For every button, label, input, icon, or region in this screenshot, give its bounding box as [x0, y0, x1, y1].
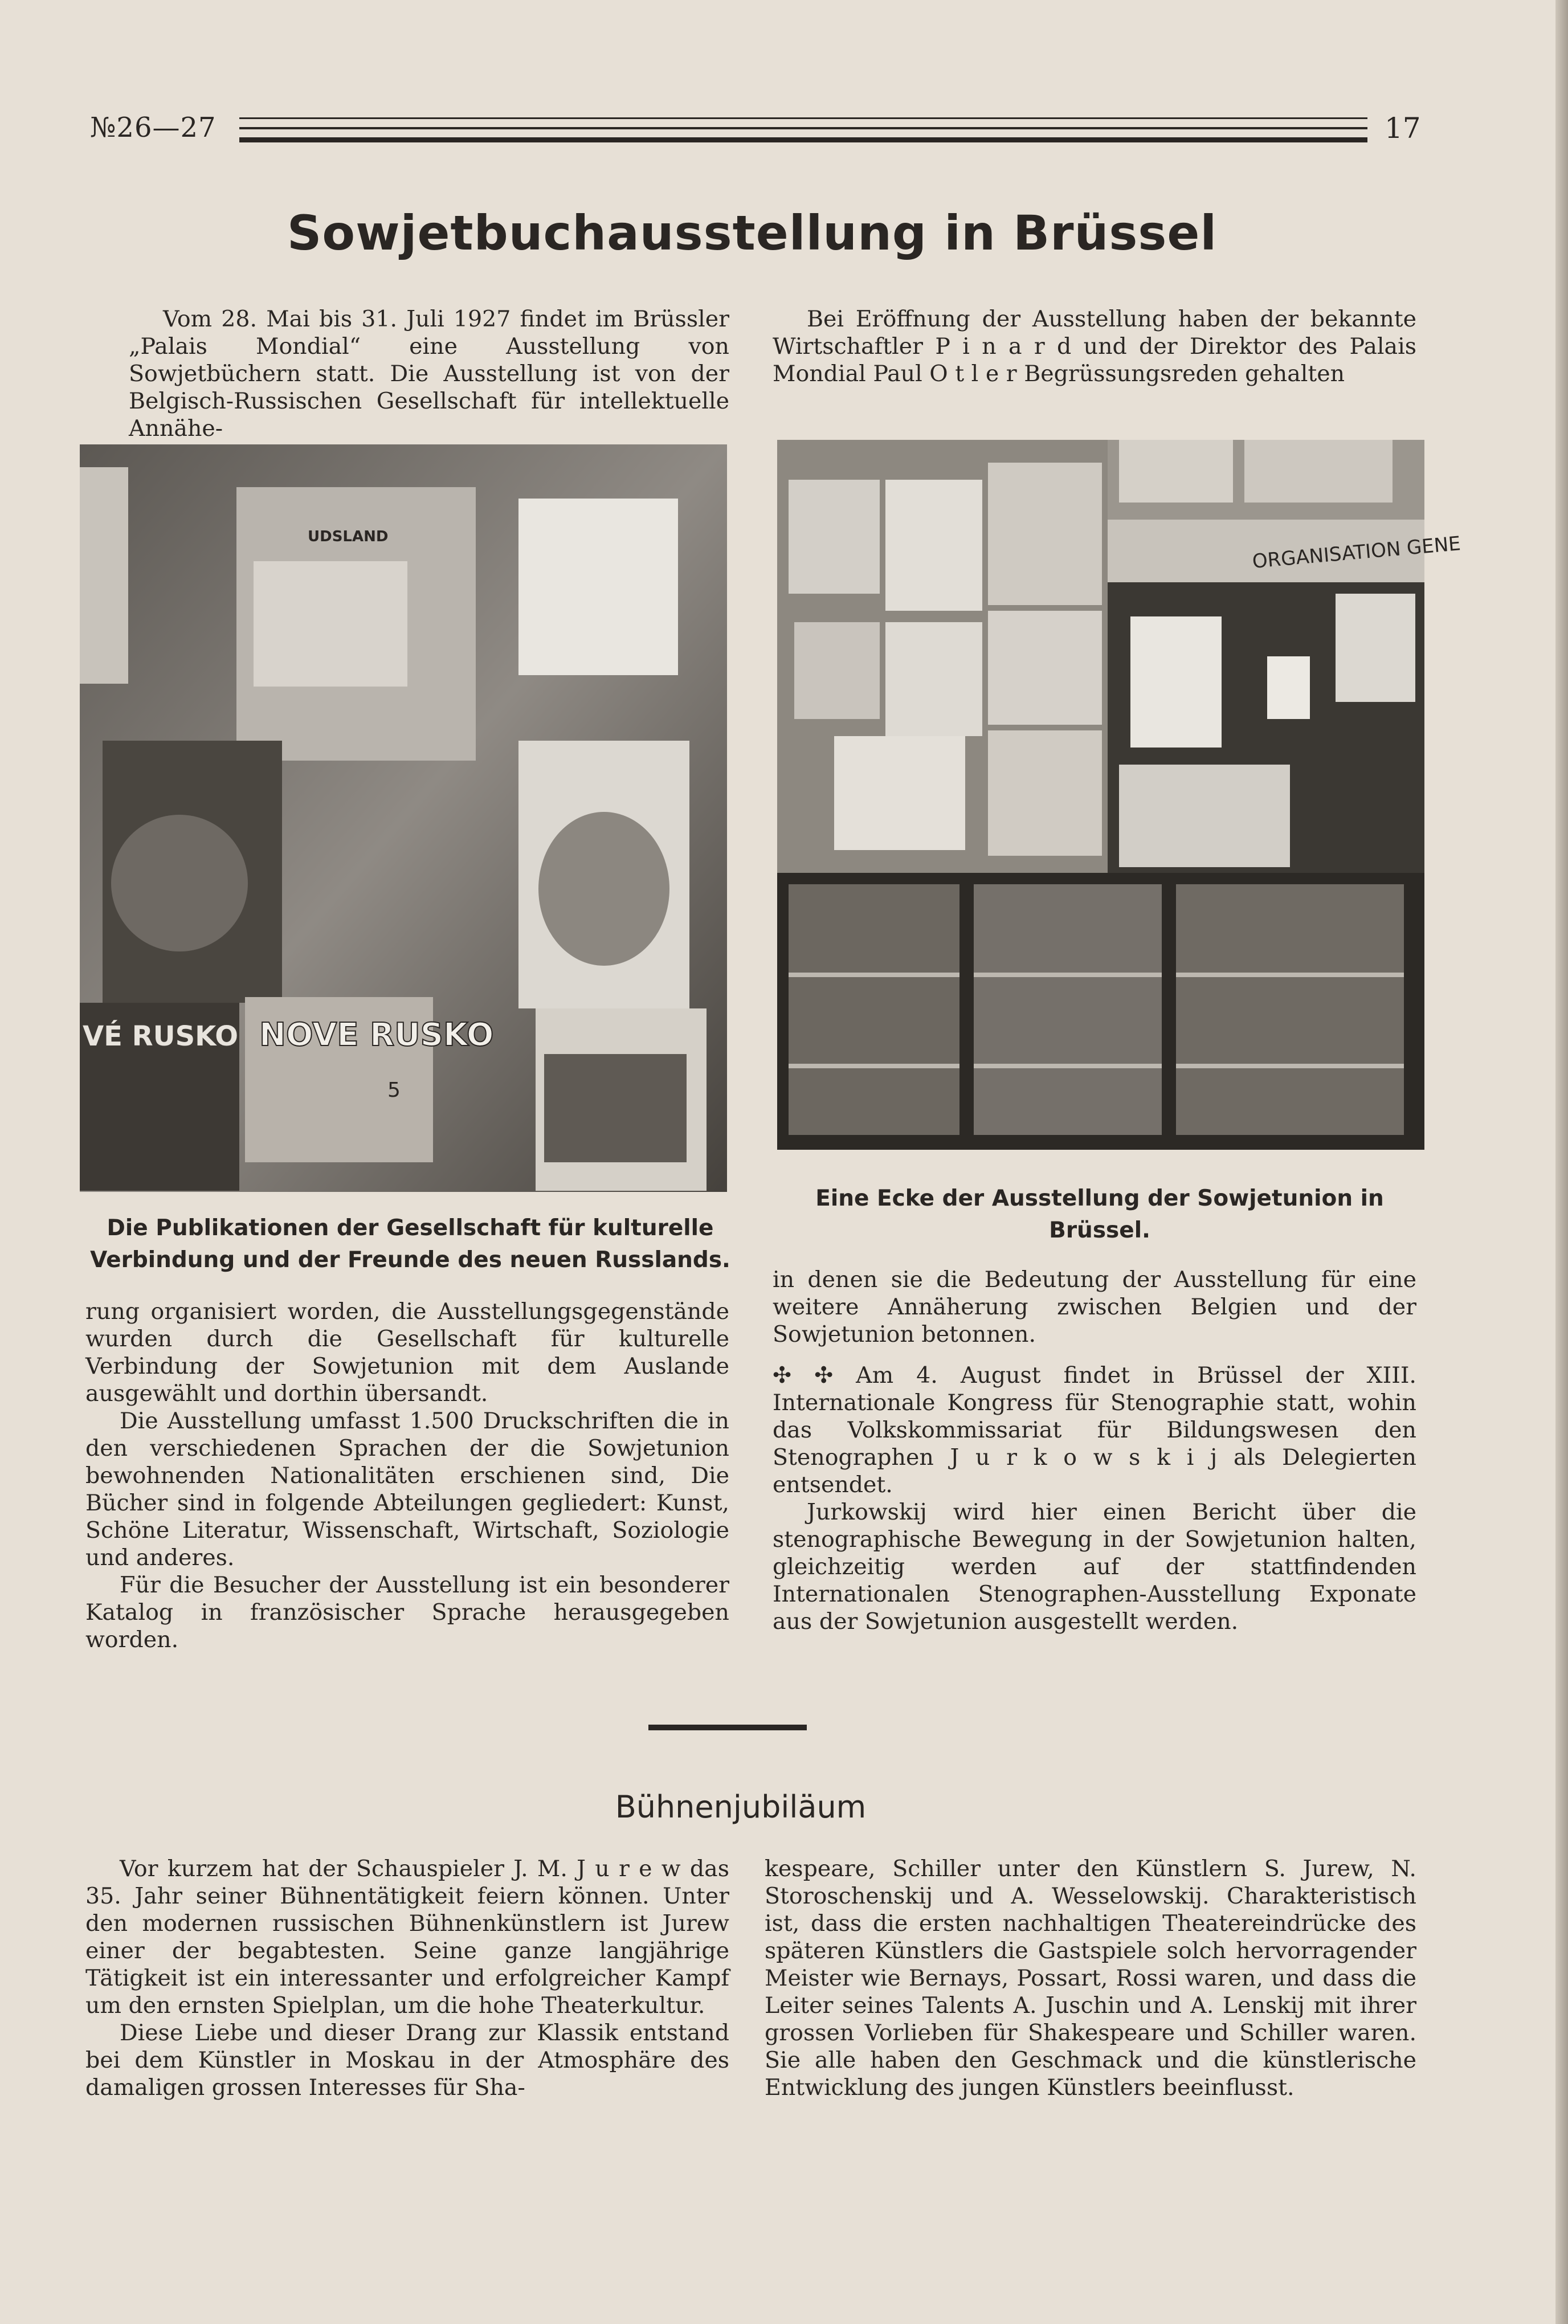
intro-left-paragraph: Vom 28. Mai bis 31. Juli 1927 findet im Brüssler „Palais Mondial“ eine Ausstellung von Sowjetbüchern statt. Die Ausstellung ist von der Belgisch-Russischen Gesellschaft für intellektuelle Annähe-	[129, 306, 729, 442]
banner-organisation: ORGANISATION GENE	[1251, 532, 1462, 573]
magazine-label-rusland: UDSLAND	[308, 528, 389, 545]
article2-right-paragraph-1: kespeare, Schiller unter den Künstlern S. Jurew, N. Storoschenskij und A. Wesselowskij. Charakteristisch ist, dass die ersten nachhaltigen Theatereindrücke des späteren Künstlers die Gastspiele solch hervorragender Meister wie Bernays, Possart, Rossi waren, und dass die Leiter seines Talents A. Juschin und A. Lenskij mit ihrer grossen Vorlieben für Shakespeare und Schiller waren. Sie alle haben den Geschmack und die künstlerische Entwicklung des jungen Künstlers beeinflusst.	[765, 1856, 1416, 2101]
photo-exhibition-corner	[777, 440, 1462, 1150]
issue-number: №26—27	[90, 112, 217, 144]
intro-right-column	[773, 305, 1416, 387]
body-left-column	[85, 1298, 729, 1653]
article-title: Sowjetbuchausstellung in Brüssel	[287, 205, 1218, 261]
body-right-paragraph-1: in denen sie die Bedeutung der Ausstellung für eine weitere Annäherung zwischen Belgien und der Sowjetunion betonnen.	[773, 1267, 1416, 1347]
body-right-column	[773, 1266, 1416, 1635]
intro-left-column	[129, 305, 729, 442]
body-left-paragraph-1: rung organisiert worden, die Ausstellungsgegenstände wurden durch die Gesellschaft für kulturelle Verbindung der Sowjetunion mit dem Auslande ausgewählt und dorthin übersandt.	[85, 1298, 729, 1407]
body-left-paragraph-3: Für die Besucher der Ausstellung ist ein besonderer Katalog in französischer Sprache herausgegeben worden.	[85, 1572, 729, 1653]
article2-left-paragraph-2: Diese Liebe und dieser Drang zur Klassik entstand bei dem Künstler in Moskau in der Atmosphäre des damaligen grossen Interesses für Sha-	[85, 2020, 729, 2101]
page-number: 17	[1385, 112, 1421, 145]
section-divider	[648, 1725, 807, 1730]
magazine-label-number: 5	[387, 1079, 401, 1102]
body-right-paragraph-2: ✣ ✣ Am 4. August findet in Brüssel der XIII. Internationale Kongress für Stenographie statt, wohin das Volkskommissariat für Bildungswesen den Stenographen J u r k o w s k i j als Delegierten entsendet.	[773, 1362, 1416, 1498]
magazine-label-ve-rusko: VÉ RUSKO	[83, 1020, 238, 1052]
article2-left-column	[85, 1855, 729, 2101]
caption-left: Die Publikationen der Gesellschaft für kulturelle Verbindung und der Freunde des neuen Russlands.	[90, 1215, 730, 1273]
header-rule	[239, 117, 1367, 140]
article2-right-column	[765, 1855, 1416, 2101]
article2-title: Bühnenjubiläum	[615, 1789, 867, 1825]
caption-right: Eine Ecke der Ausstellung der Sowjetunion in Brüssel.	[815, 1186, 1384, 1243]
body-left-paragraph-2: Die Ausstellung umfasst 1.500 Druckschriften die in den verschiedenen Sprachen der die Sowjetunion bewohnenden Nationalitäten erschienen sind, Die Bücher sind in folgende Abteilungen gegliedert: Kunst, Schöne Literatur, Wissenschaft, Wirtschaft, Soziologie und anderes.	[85, 1408, 729, 1571]
intro-right-paragraph: Bei Eröffnung der Ausstellung haben der bekannte Wirtschaftler P i n a r d und der Direktor des Palais Mondial Paul O t l e r Begrüssungsreden gehalten	[773, 306, 1416, 387]
body-right-paragraph-3: Jurkowskij wird hier einen Bericht über die stenographische Bewegung in der Sowjetunion halten, gleichzeitig werden auf der stattfindenden Internationalen Stenographen-Ausstellung Exponate aus der Sowjetunion ausgestellt werden.	[773, 1499, 1416, 1635]
photo-publications	[80, 444, 727, 1192]
magazine-label-nove-rusko: NOVE RUSKO	[259, 1016, 494, 1053]
article2-left-paragraph-1: Vor kurzem hat der Schauspieler J. M. J u r e w das 35. Jahr seiner Bühnentätigkeit feiern können. Unter den modernen russischen Bühnenkünstlern ist Jurew einer der begabtesten. Seine ganze langjährige Tätigkeit ist ein interessanter und erfolgreicher Kampf um den ernsten Spielplan, um die hohe Theaterkultur.	[85, 1856, 729, 2019]
